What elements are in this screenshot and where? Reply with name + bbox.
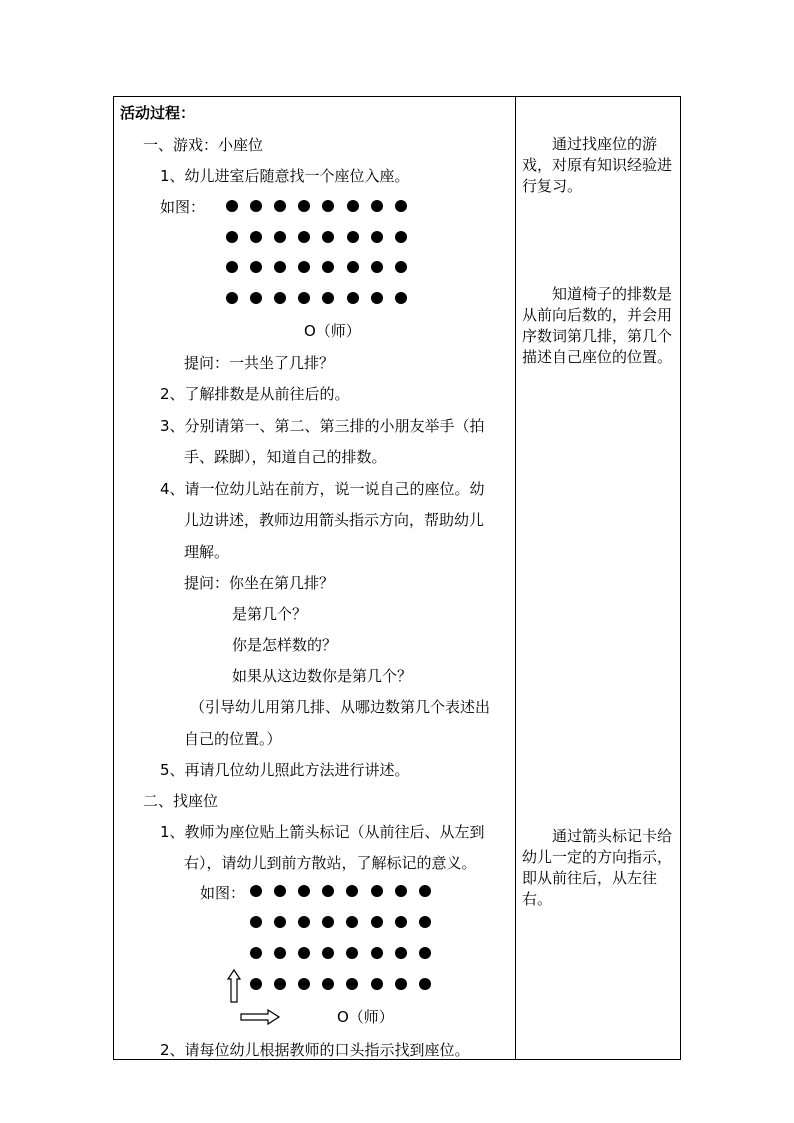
section1-step3-line2: 手、跺脚），知道自己的排数。	[184, 448, 387, 466]
seat-dot	[226, 231, 238, 243]
seat-dot	[395, 947, 407, 959]
up-arrow-icon	[226, 969, 242, 1003]
section1-question: 提问：一共坐了几排？	[184, 354, 335, 372]
seat-dot	[395, 978, 407, 990]
process-heading: 活动过程：	[120, 104, 196, 122]
section1-step4-line1: 4、请一位幼儿站在前方，说一说自己的座位。幼	[160, 480, 485, 498]
seat-dot	[274, 885, 286, 897]
seat-dot	[274, 231, 286, 243]
seat-dot	[419, 947, 431, 959]
seat-dot	[395, 231, 407, 243]
section1-step5: 5、再请几位幼儿照此方法进行讲述。	[160, 761, 410, 779]
note-review: 通过找座位的游戏，对原有知识经验进行复习。	[522, 135, 673, 195]
section1-question-line1: 提问：你坐在第几排？	[184, 574, 335, 592]
seat-dot	[250, 231, 262, 243]
seat-dot	[395, 292, 407, 304]
seat-dot	[371, 947, 383, 959]
seat-dot	[274, 916, 286, 928]
seat-dot	[250, 916, 262, 928]
seat-dot	[419, 978, 431, 990]
section1-step3-line1: 3、分别请第一、第二、第三排的小朋友举手（拍	[160, 417, 485, 435]
column-divider	[515, 96, 516, 1060]
seat-dot	[395, 885, 407, 897]
seat-dot	[371, 978, 383, 990]
section1-guide-line1: （引导幼儿用第几排、从哪边数第几个表述出	[190, 698, 491, 716]
seat-dot	[395, 916, 407, 928]
section2-step1-line2: 右），请幼儿到前方散站，了解标记的意义。	[184, 854, 477, 872]
right-arrow-icon	[240, 1009, 280, 1025]
section1-question-line2: 是第几个？	[232, 605, 308, 623]
section1-step4-line3: 理解。	[184, 543, 230, 561]
seat-dot	[371, 231, 383, 243]
section1-question-line4: 如果从这边数你是第几个？	[232, 667, 413, 685]
section1-step1: 1、幼儿进室后随意找一个座位入座。	[160, 167, 410, 185]
seat-dot	[250, 947, 262, 959]
seat-dot	[347, 231, 359, 243]
figure1-teacher-label: O（师）	[304, 322, 361, 340]
seat-dot	[371, 292, 383, 304]
seat-dot	[419, 885, 431, 897]
seat-dot	[250, 200, 262, 212]
section1-guide-line2: 自己的位置。）	[184, 730, 282, 748]
figure1-label: 如图：	[160, 198, 206, 216]
note-row-order: 知道椅子的排数是从前向后数的，并会用序数词第几排，第几个描述自己座位的位置。	[522, 285, 673, 366]
seat-dot	[250, 885, 262, 897]
seat-dot	[250, 978, 262, 990]
seat-dot	[371, 885, 383, 897]
figure2-label: 如图：	[200, 884, 246, 902]
section2-title: 二、找座位	[143, 792, 219, 810]
seat-dot	[371, 261, 383, 273]
seat-dot	[226, 292, 238, 304]
seat-dot	[347, 200, 359, 212]
seat-dot	[395, 200, 407, 212]
section1-title: 一、游戏：小座位	[143, 136, 264, 154]
section1-step2: 2、了解排数是从前往后的。	[160, 385, 350, 403]
seat-dot	[371, 200, 383, 212]
section2-step1-line1: 1、教师为座位贴上箭头标记（从前往后、从左到	[160, 823, 485, 841]
section1-question-line3: 你是怎样数的？	[232, 636, 338, 654]
seat-dot	[395, 261, 407, 273]
seat-dot	[322, 231, 334, 243]
section2-step2: 2、请每位幼儿根据教师的口头指示找到座位。	[160, 1041, 470, 1059]
figure2-teacher-label: O（师）	[337, 1008, 394, 1026]
seat-dot	[226, 200, 238, 212]
note-arrow-direction: 通过箭头标记卡给幼儿一定的方向指示，即从前往后，从左往右。	[522, 827, 673, 908]
seat-dot	[371, 916, 383, 928]
seat-dot	[298, 231, 310, 243]
section1-step4-line2: 儿边讲述，教师边用箭头指示方向，帮助幼儿	[184, 511, 485, 529]
seat-dot	[419, 916, 431, 928]
seat-dot	[347, 261, 359, 273]
seat-dot	[274, 947, 286, 959]
seat-dot	[347, 292, 359, 304]
seat-dot	[274, 978, 286, 990]
